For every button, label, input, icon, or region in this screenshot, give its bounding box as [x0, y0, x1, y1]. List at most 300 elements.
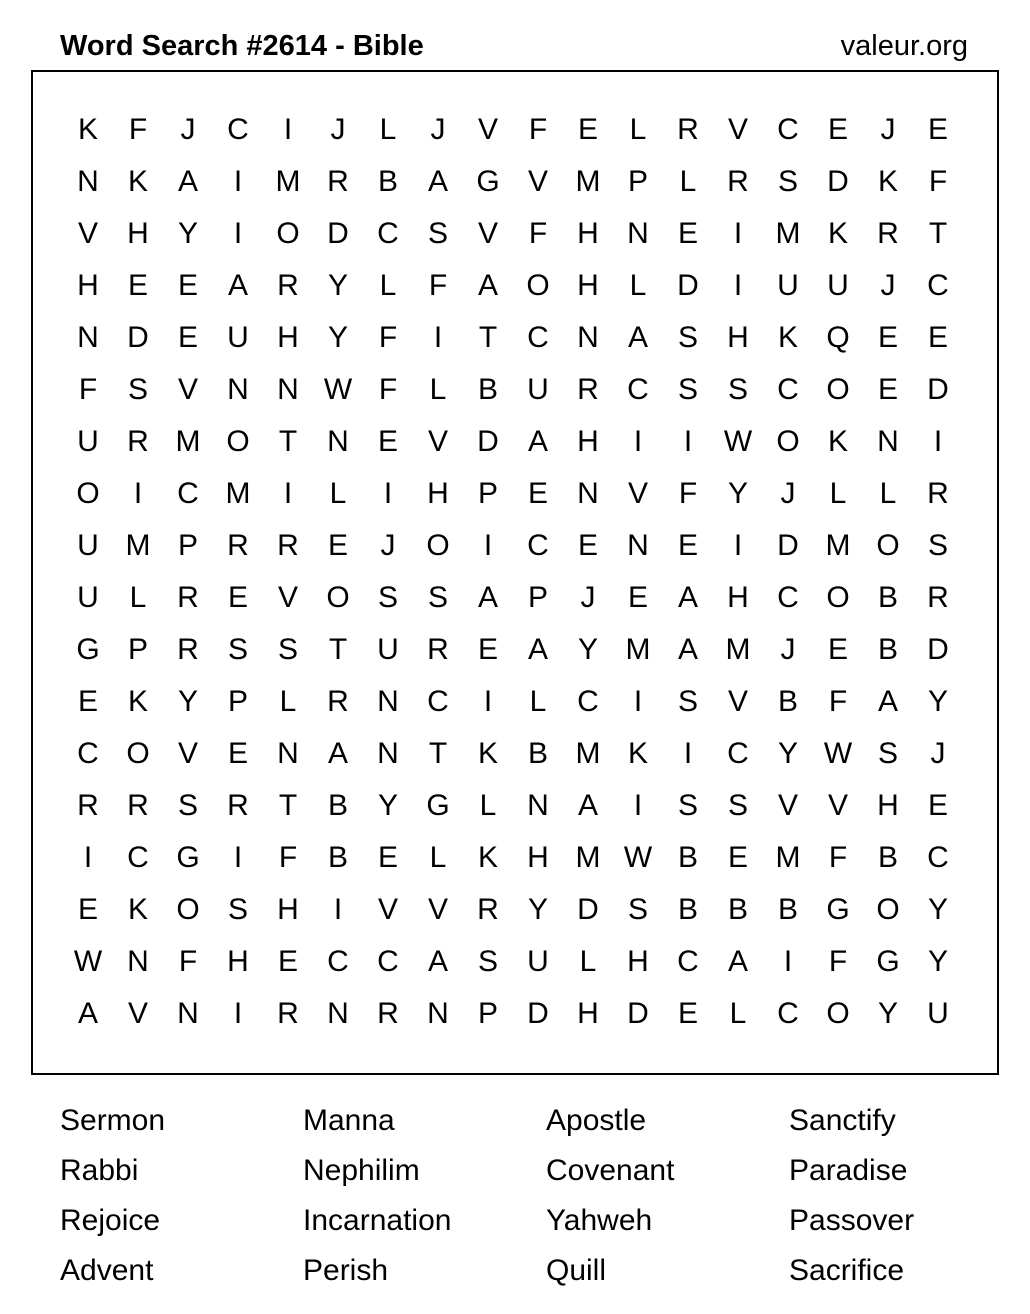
grid-cell: F: [528, 217, 548, 250]
grid-cell: L: [529, 685, 547, 718]
grid-cell: C: [527, 321, 549, 354]
grid-cell: L: [429, 373, 447, 406]
grid-cell: E: [77, 685, 98, 718]
grid-cell: I: [733, 529, 743, 562]
grid-cell: R: [127, 789, 149, 822]
grid-cell: E: [677, 997, 698, 1030]
grid-cell: T: [928, 217, 948, 250]
grid-cell: N: [277, 373, 299, 406]
grid-cell: B: [877, 633, 898, 666]
word-list-item: Yahweh: [546, 1204, 653, 1237]
grid-cell: L: [729, 997, 747, 1030]
grid-cell: H: [577, 997, 599, 1030]
grid-cell: F: [128, 113, 148, 146]
grid-cell: S: [177, 789, 198, 822]
word-list-item: Rabbi: [60, 1154, 139, 1187]
grid-cell: N: [627, 217, 649, 250]
grid-cell: I: [233, 165, 243, 198]
grid-cell: M: [825, 529, 851, 562]
grid-cell: E: [227, 737, 248, 770]
grid-cell: I: [633, 685, 643, 718]
grid-cell: D: [127, 321, 149, 354]
grid-cell: Y: [777, 737, 798, 770]
grid-cell: U: [377, 633, 399, 666]
grid-cell: R: [377, 997, 399, 1030]
grid-cell: J: [430, 113, 446, 146]
grid-cell: F: [278, 841, 298, 874]
grid-cell: E: [477, 633, 498, 666]
grid-cell: M: [775, 841, 801, 874]
grid-cell: O: [126, 737, 150, 770]
grid-cell: K: [127, 165, 148, 198]
grid-cell: H: [577, 269, 599, 302]
grid-cell: W: [623, 841, 653, 874]
grid-cell: C: [377, 217, 399, 250]
grid-cell: F: [678, 477, 698, 510]
grid-cell: L: [279, 685, 297, 718]
grid-cell: I: [483, 685, 493, 718]
grid-cell: C: [427, 685, 449, 718]
grid-cell: M: [125, 529, 151, 562]
grid-cell: D: [927, 373, 949, 406]
grid-cell: B: [727, 893, 748, 926]
grid-cell: H: [77, 269, 99, 302]
grid-cell: C: [127, 841, 149, 874]
grid-cell: I: [483, 529, 493, 562]
grid-cell: E: [877, 373, 898, 406]
grid-cell: I: [383, 477, 393, 510]
grid-cell: J: [930, 737, 946, 770]
grid-cell: H: [877, 789, 899, 822]
grid-cell: O: [876, 893, 900, 926]
word-list-item: Nephilim: [303, 1154, 420, 1187]
grid-cell: C: [777, 581, 799, 614]
grid-cell: F: [828, 685, 848, 718]
grid-cell: S: [227, 893, 248, 926]
grid-cell: E: [377, 841, 398, 874]
grid-cell: B: [777, 893, 798, 926]
grid-cell: J: [880, 113, 896, 146]
grid-cell: H: [227, 945, 249, 978]
word-list-item: Quill: [546, 1254, 607, 1287]
grid-cell: J: [180, 113, 196, 146]
grid-cell: S: [277, 633, 298, 666]
grid-cell: R: [77, 789, 99, 822]
grid-cell: A: [77, 997, 98, 1030]
word-list-item: Sanctify: [789, 1104, 896, 1137]
grid-cell: S: [627, 893, 648, 926]
grid-cell: P: [527, 581, 548, 614]
grid-cell: E: [377, 425, 398, 458]
grid-cell: H: [527, 841, 549, 874]
grid-cell: A: [427, 945, 448, 978]
grid-cell: C: [777, 997, 799, 1030]
grid-cell: B: [677, 841, 698, 874]
grid-cell: Y: [377, 789, 398, 822]
word-list-item: Perish: [303, 1254, 389, 1287]
grid-cell: M: [275, 165, 301, 198]
letter-grid: [63, 104, 963, 1040]
grid-cell: D: [927, 633, 949, 666]
grid-cell: R: [477, 893, 499, 926]
grid-cell: A: [477, 581, 498, 614]
word-list-item: Sacrifice: [789, 1254, 905, 1287]
grid-cell: M: [575, 841, 601, 874]
grid-cell: S: [677, 321, 698, 354]
grid-cell: C: [627, 373, 649, 406]
grid-cell: S: [377, 581, 398, 614]
grid-cell: L: [579, 945, 597, 978]
grid-cell: H: [627, 945, 649, 978]
grid-cell: R: [677, 113, 699, 146]
grid-cell: L: [679, 165, 697, 198]
grid-cell: B: [477, 373, 498, 406]
grid-cell: D: [627, 997, 649, 1030]
grid-cell: D: [527, 997, 549, 1030]
grid-cell: N: [577, 477, 599, 510]
grid-cell: I: [733, 217, 743, 250]
grid-cell: V: [277, 581, 298, 614]
grid-cell: C: [577, 685, 599, 718]
grid-cell: D: [327, 217, 349, 250]
grid-cell: Y: [527, 893, 548, 926]
grid-cell: Q: [826, 321, 850, 354]
grid-cell: K: [827, 217, 848, 250]
grid-cell: R: [227, 789, 249, 822]
grid-cell: K: [127, 685, 148, 718]
grid-cell: E: [827, 113, 848, 146]
grid-cell: V: [427, 425, 448, 458]
grid-cell: N: [277, 737, 299, 770]
grid-cell: C: [77, 737, 99, 770]
grid-cell: V: [177, 737, 198, 770]
word-list: [60, 1096, 1030, 1296]
grid-cell: E: [577, 529, 598, 562]
grid-cell: A: [577, 789, 598, 822]
grid-cell: I: [133, 477, 143, 510]
grid-cell: S: [427, 581, 448, 614]
grid-cell: O: [876, 529, 900, 562]
grid-cell: O: [526, 269, 550, 302]
grid-cell: D: [827, 165, 849, 198]
grid-cell: J: [330, 113, 346, 146]
grid-cell: R: [927, 477, 949, 510]
word-list-item: Passover: [789, 1204, 915, 1237]
grid-cell: C: [677, 945, 699, 978]
grid-cell: R: [427, 633, 449, 666]
grid-cell: I: [633, 425, 643, 458]
grid-cell: R: [727, 165, 749, 198]
grid-cell: R: [177, 581, 199, 614]
grid-cell: I: [433, 321, 443, 354]
grid-cell: L: [379, 113, 397, 146]
grid-cell: F: [178, 945, 198, 978]
grid-cell: V: [727, 113, 748, 146]
grid-cell: C: [177, 477, 199, 510]
grid-cell: D: [577, 893, 599, 926]
grid-cell: E: [177, 269, 198, 302]
grid-cell: A: [877, 685, 898, 718]
grid-cell: V: [177, 373, 198, 406]
grid-cell: O: [176, 893, 200, 926]
grid-cell: E: [277, 945, 298, 978]
grid-cell: A: [727, 945, 748, 978]
grid-cell: K: [127, 893, 148, 926]
grid-cell: G: [76, 633, 100, 666]
grid-cell: B: [777, 685, 798, 718]
grid-cell: D: [677, 269, 699, 302]
grid-cell: G: [426, 789, 450, 822]
grid-cell: N: [327, 425, 349, 458]
grid-cell: V: [127, 997, 148, 1030]
grid-cell: G: [876, 945, 900, 978]
grid-cell: L: [629, 113, 647, 146]
grid-cell: J: [780, 477, 796, 510]
grid-cell: F: [378, 321, 398, 354]
grid-cell: W: [73, 945, 103, 978]
grid-cell: E: [677, 529, 698, 562]
word-list-item: Paradise: [789, 1154, 908, 1187]
grid-cell: E: [327, 529, 348, 562]
word-list-item: Sermon: [60, 1104, 166, 1137]
grid-cell: S: [127, 373, 148, 406]
grid-cell: H: [727, 321, 749, 354]
grid-cell: O: [826, 373, 850, 406]
grid-cell: K: [827, 425, 848, 458]
grid-cell: T: [428, 737, 448, 770]
grid-cell: L: [129, 581, 147, 614]
grid-cell: S: [677, 789, 698, 822]
grid-cell: Y: [927, 685, 948, 718]
grid-cell: V: [77, 217, 98, 250]
grid-cell: I: [283, 113, 293, 146]
grid-cell: E: [577, 113, 598, 146]
grid-cell: L: [379, 269, 397, 302]
grid-cell: B: [327, 841, 348, 874]
grid-cell: S: [227, 633, 248, 666]
grid-cell: N: [577, 321, 599, 354]
grid-cell: N: [427, 997, 449, 1030]
grid-cell: E: [927, 113, 948, 146]
grid-cell: S: [677, 685, 698, 718]
word-list-item: Rejoice: [60, 1204, 161, 1237]
grid-cell: W: [723, 425, 753, 458]
grid-cell: H: [577, 217, 599, 250]
grid-cell: L: [829, 477, 847, 510]
grid-cell: Y: [577, 633, 598, 666]
grid-cell: S: [427, 217, 448, 250]
grid-cell: K: [627, 737, 648, 770]
grid-cell: I: [283, 477, 293, 510]
grid-cell: U: [77, 529, 99, 562]
grid-cell: L: [329, 477, 347, 510]
grid-cell: O: [276, 217, 300, 250]
grid-cell: R: [327, 165, 349, 198]
grid-cell: C: [527, 529, 549, 562]
puzzle-title: Word Search #2614 - Bible: [60, 30, 424, 62]
grid-cell: A: [627, 321, 648, 354]
grid-cell: C: [727, 737, 749, 770]
grid-cell: D: [477, 425, 499, 458]
grid-cell: R: [177, 633, 199, 666]
grid-cell: N: [77, 321, 99, 354]
grid-cell: R: [127, 425, 149, 458]
grid-cell: I: [933, 425, 943, 458]
grid-cell: H: [127, 217, 149, 250]
grid-cell: O: [826, 581, 850, 614]
grid-cell: E: [677, 217, 698, 250]
grid-cell: P: [127, 633, 148, 666]
grid-cell: I: [233, 217, 243, 250]
grid-cell: I: [333, 893, 343, 926]
grid-cell: E: [227, 581, 248, 614]
grid-cell: Y: [927, 893, 948, 926]
grid-cell: C: [327, 945, 349, 978]
grid-cell: O: [76, 477, 100, 510]
grid-cell: N: [627, 529, 649, 562]
grid-cell: O: [776, 425, 800, 458]
grid-cell: W: [323, 373, 353, 406]
grid-cell: E: [627, 581, 648, 614]
grid-cell: Y: [177, 685, 198, 718]
grid-cell: E: [77, 893, 98, 926]
grid-cell: V: [627, 477, 648, 510]
grid-cell: Y: [927, 945, 948, 978]
grid-cell: H: [427, 477, 449, 510]
grid-cell: F: [528, 113, 548, 146]
grid-cell: F: [428, 269, 448, 302]
grid-cell: I: [733, 269, 743, 302]
grid-cell: E: [527, 477, 548, 510]
grid-cell: U: [227, 321, 249, 354]
grid-cell: J: [880, 269, 896, 302]
grid-cell: R: [227, 529, 249, 562]
word-list-item: Advent: [60, 1254, 154, 1287]
grid-cell: F: [828, 945, 848, 978]
grid-cell: K: [477, 737, 498, 770]
grid-cell: Y: [327, 321, 348, 354]
grid-cell: C: [377, 945, 399, 978]
grid-cell: I: [83, 841, 93, 874]
grid-cell: J: [580, 581, 596, 614]
grid-cell: O: [426, 529, 450, 562]
grid-cell: T: [328, 633, 348, 666]
grid-cell: U: [927, 997, 949, 1030]
grid-cell: H: [277, 893, 299, 926]
grid-cell: B: [527, 737, 548, 770]
grid-cell: N: [877, 425, 899, 458]
grid-cell: V: [527, 165, 548, 198]
grid-cell: N: [527, 789, 549, 822]
grid-cell: E: [727, 841, 748, 874]
grid-cell: S: [677, 373, 698, 406]
grid-cell: T: [278, 789, 298, 822]
grid-cell: O: [326, 581, 350, 614]
grid-cell: A: [427, 165, 448, 198]
grid-cell: M: [175, 425, 201, 458]
grid-cell: P: [477, 997, 498, 1030]
grid-cell: V: [377, 893, 398, 926]
grid-cell: F: [828, 841, 848, 874]
grid-cell: M: [225, 477, 251, 510]
grid-cell: N: [127, 945, 149, 978]
grid-cell: A: [527, 633, 548, 666]
grid-cell: I: [683, 425, 693, 458]
grid-cell: C: [777, 113, 799, 146]
grid-cell: E: [877, 321, 898, 354]
grid-cell: F: [378, 373, 398, 406]
grid-cell: A: [677, 581, 698, 614]
grid-cell: J: [780, 633, 796, 666]
grid-cell: N: [77, 165, 99, 198]
grid-cell: G: [826, 893, 850, 926]
grid-cell: C: [227, 113, 249, 146]
grid-cell: L: [479, 789, 497, 822]
grid-cell: E: [927, 789, 948, 822]
grid-cell: P: [627, 165, 648, 198]
grid-cell: G: [476, 165, 500, 198]
grid-cell: S: [777, 165, 798, 198]
grid-cell: I: [783, 945, 793, 978]
grid-cell: A: [177, 165, 198, 198]
grid-cell: I: [633, 789, 643, 822]
grid-cell: O: [226, 425, 250, 458]
grid-cell: K: [877, 165, 898, 198]
word-list-item: Incarnation: [303, 1204, 452, 1237]
grid-cell: R: [577, 373, 599, 406]
grid-cell: L: [629, 269, 647, 302]
grid-cell: U: [827, 269, 849, 302]
grid-cell: H: [277, 321, 299, 354]
grid-cell: L: [879, 477, 897, 510]
grid-cell: E: [127, 269, 148, 302]
grid-cell: Y: [327, 269, 348, 302]
grid-cell: R: [927, 581, 949, 614]
grid-cell: S: [877, 737, 898, 770]
grid-cell: T: [478, 321, 498, 354]
grid-cell: N: [177, 997, 199, 1030]
grid-cell: V: [827, 789, 848, 822]
grid-cell: E: [177, 321, 198, 354]
grid-cell: U: [77, 581, 99, 614]
grid-cell: O: [826, 997, 850, 1030]
grid-cell: K: [777, 321, 798, 354]
grid-cell: M: [775, 217, 801, 250]
grid-cell: B: [327, 789, 348, 822]
grid-cell: S: [477, 945, 498, 978]
grid-cell: I: [233, 997, 243, 1030]
grid-cell: V: [727, 685, 748, 718]
grid-cell: R: [877, 217, 899, 250]
grid-cell: E: [827, 633, 848, 666]
grid-cell: S: [727, 373, 748, 406]
word-list-item: Apostle: [546, 1104, 647, 1137]
grid-cell: N: [227, 373, 249, 406]
grid-cell: U: [77, 425, 99, 458]
grid-cell: M: [575, 165, 601, 198]
grid-cell: G: [176, 841, 200, 874]
grid-cell: H: [577, 425, 599, 458]
grid-cell: M: [625, 633, 651, 666]
grid-cell: R: [277, 997, 299, 1030]
grid-cell: D: [777, 529, 799, 562]
grid-cell: F: [78, 373, 98, 406]
grid-cell: U: [527, 945, 549, 978]
grid-cell: B: [877, 581, 898, 614]
grid-cell: U: [527, 373, 549, 406]
grid-cell: B: [677, 893, 698, 926]
grid-cell: B: [877, 841, 898, 874]
